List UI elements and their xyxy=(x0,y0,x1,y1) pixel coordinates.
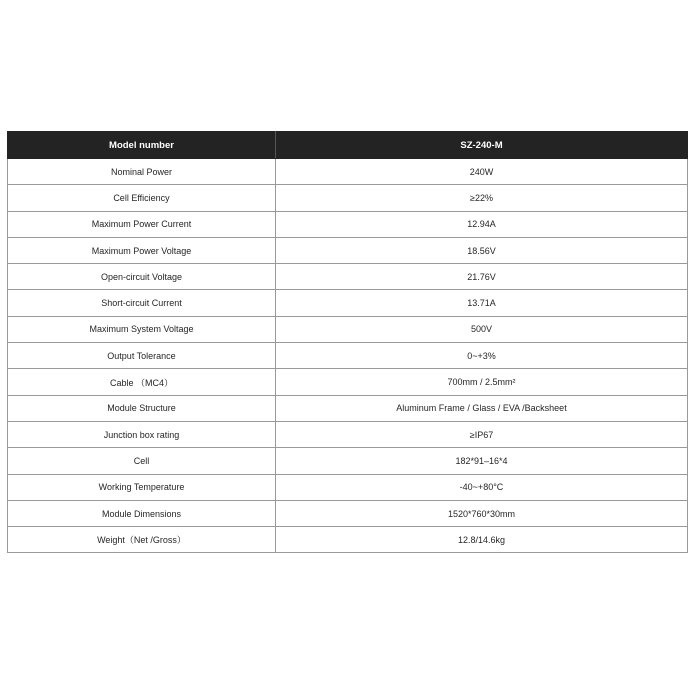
table-row xyxy=(8,369,688,395)
row-value: 182*91–16*4 xyxy=(276,448,688,474)
table-row xyxy=(8,395,688,421)
table-row xyxy=(8,448,688,474)
table-row xyxy=(8,343,688,369)
row-value: 18.56V xyxy=(276,237,688,263)
table-header-row xyxy=(8,132,688,159)
row-value: -40~+80°C xyxy=(276,474,688,500)
row-label: Module Structure xyxy=(8,395,276,421)
row-value: 1520*760*30mm xyxy=(276,500,688,526)
table-row xyxy=(8,264,688,290)
row-value: 700mm / 2.5mm² xyxy=(276,369,688,395)
row-value: 12.94A xyxy=(276,211,688,237)
row-label: Junction box rating xyxy=(8,421,276,447)
row-value: 13.71A xyxy=(276,290,688,316)
row-label: Output Tolerance xyxy=(8,343,276,369)
row-label: Maximum System Voltage xyxy=(8,316,276,342)
row-value: ≥22% xyxy=(276,185,688,211)
table-row xyxy=(8,474,688,500)
row-value: 500V xyxy=(276,316,688,342)
row-label: Nominal Power xyxy=(8,159,276,185)
row-label: Short-circuit Current xyxy=(8,290,276,316)
table-row xyxy=(8,316,688,342)
row-value: 21.76V xyxy=(276,264,688,290)
table-row xyxy=(8,290,688,316)
row-label: Cell Efficiency xyxy=(8,185,276,211)
row-value: ≥IP67 xyxy=(276,421,688,447)
row-label: Cable （MC4） xyxy=(8,369,276,395)
header-value: SZ-240-M xyxy=(276,132,688,159)
table-row xyxy=(8,527,688,553)
table-row xyxy=(8,421,688,447)
row-value: 0~+3% xyxy=(276,343,688,369)
row-value: 240W xyxy=(276,159,688,185)
row-label: Weight（Net /Gross） xyxy=(8,527,276,553)
row-label: Working Temperature xyxy=(8,474,276,500)
row-label: Module Dimensions xyxy=(8,500,276,526)
header-label: Model number xyxy=(8,132,276,159)
row-label: Open-circuit Voltage xyxy=(8,264,276,290)
row-label: Cell xyxy=(8,448,276,474)
row-value: 12.8/14.6kg xyxy=(276,527,688,553)
row-label: Maximum Power Voltage xyxy=(8,237,276,263)
spec-table xyxy=(7,131,688,553)
table-row xyxy=(8,237,688,263)
table-row xyxy=(8,185,688,211)
table-row xyxy=(8,211,688,237)
row-value: Aluminum Frame / Glass / EVA /Backsheet xyxy=(276,395,688,421)
row-label: Maximum Power Current xyxy=(8,211,276,237)
table-row xyxy=(8,159,688,185)
table-row xyxy=(8,500,688,526)
